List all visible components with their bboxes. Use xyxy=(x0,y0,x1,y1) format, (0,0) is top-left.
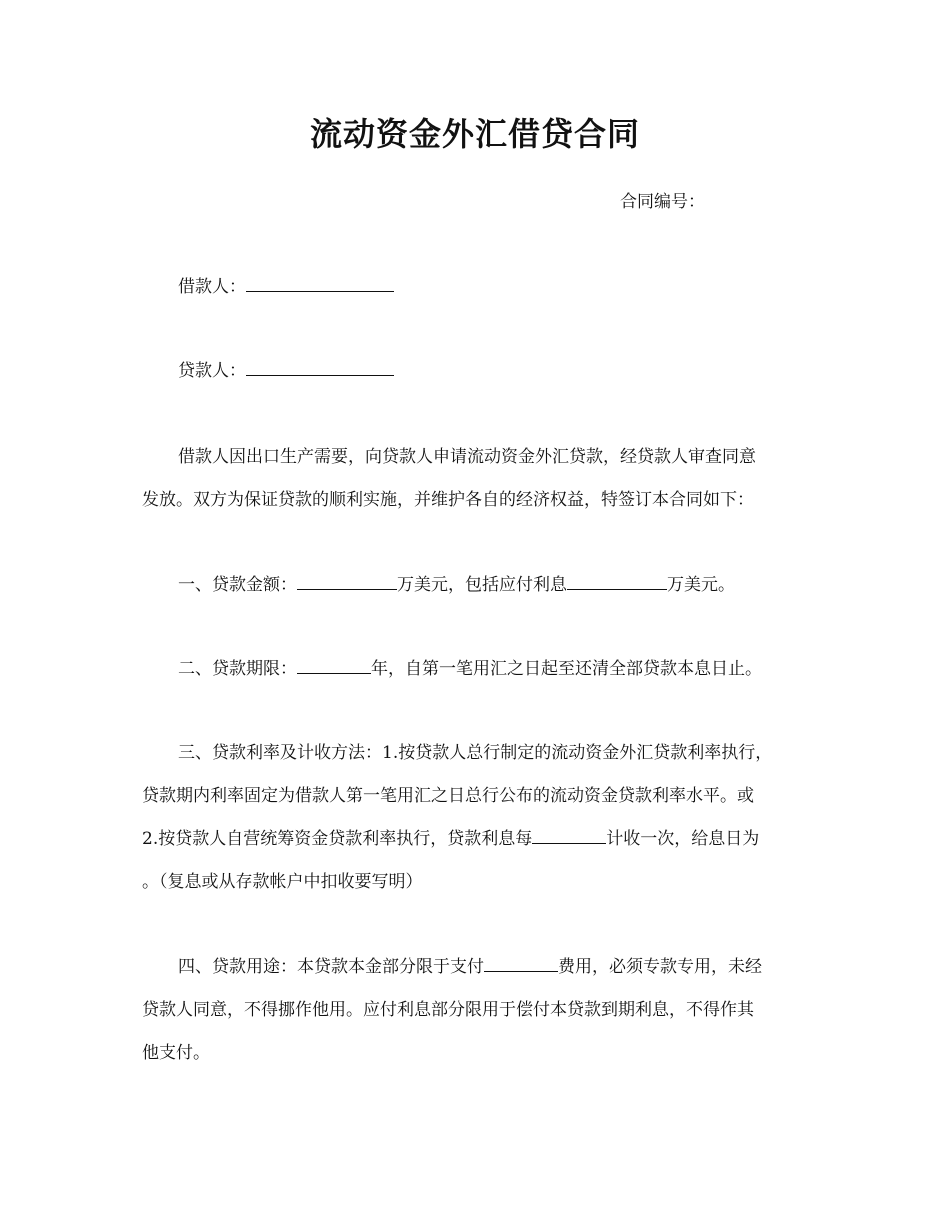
borrower-label: 借款人： xyxy=(178,277,246,297)
preamble-line-2: 发放。双方为保证贷款的顺利实施，并维护各自的经济权益，特签订本合同如下： xyxy=(142,490,754,510)
borrower-line xyxy=(142,266,850,308)
lender-line xyxy=(142,350,850,392)
clause-1-prefix: 一、贷款金额： xyxy=(178,575,297,595)
clause-4-line-3: 他支付。 xyxy=(142,1043,210,1063)
borrower-blank xyxy=(246,273,394,292)
clause-3-line-4: 。（复息或从存款帐户中扣收要写明） xyxy=(142,872,423,892)
clause-1 xyxy=(142,564,850,606)
interest-period-blank xyxy=(532,825,606,844)
purpose-fee-blank xyxy=(484,953,558,972)
lender-blank xyxy=(246,357,394,376)
clause-3-line-2: 贷款期内利率固定为借款人第一笔用汇之日总行公布的流动资金贷款利率水平。或 xyxy=(142,786,754,806)
clause-2-suffix: 年，自第一笔用汇之日起至还清全部贷款本息日止。 xyxy=(371,659,762,679)
clause-1-suffix: 万美元。 xyxy=(667,575,735,595)
clause-3-line-3-suffix: 计收一次，给息日为 xyxy=(606,829,760,849)
clause-1-mid: 万美元，包括应付利息 xyxy=(397,575,567,595)
clause-3-line-3-prefix: 2.按贷款人自营统筹资金贷款利率执行，贷款利息每 xyxy=(142,829,533,849)
document-title: 流动资金外汇借贷合同 xyxy=(309,115,640,153)
clause-4-line-1 xyxy=(142,946,850,988)
clause-4-line-2: 贷款人同意，不得挪作他用。应付利息部分限用于偿付本贷款到期利息，不得作其 xyxy=(142,1000,754,1020)
loan-amount-blank xyxy=(297,571,397,590)
interest-amount-blank xyxy=(567,571,667,590)
clause-4-line-1-prefix: 四、贷款用途：本贷款本金部分限于支付 xyxy=(178,957,484,977)
clause-2-prefix: 二、贷款期限： xyxy=(178,659,297,679)
loan-term-blank xyxy=(297,655,371,674)
preamble-line-1: 借款人因出口生产需要，向贷款人申请流动资金外汇贷款，经贷款人审查同意 xyxy=(178,447,756,467)
clause-4-line-1-suffix: 费用，必须专款专用，未经 xyxy=(558,957,762,977)
clause-3-line-3 xyxy=(142,818,814,860)
clause-2 xyxy=(142,648,850,690)
contract-number-label: 合同编号： xyxy=(620,192,705,212)
lender-label: 贷款人： xyxy=(178,361,246,381)
clause-3-line-1: 三、贷款利率及计收方法：1.按贷款人总行制定的流动资金外汇贷款利率执行， xyxy=(178,743,773,763)
